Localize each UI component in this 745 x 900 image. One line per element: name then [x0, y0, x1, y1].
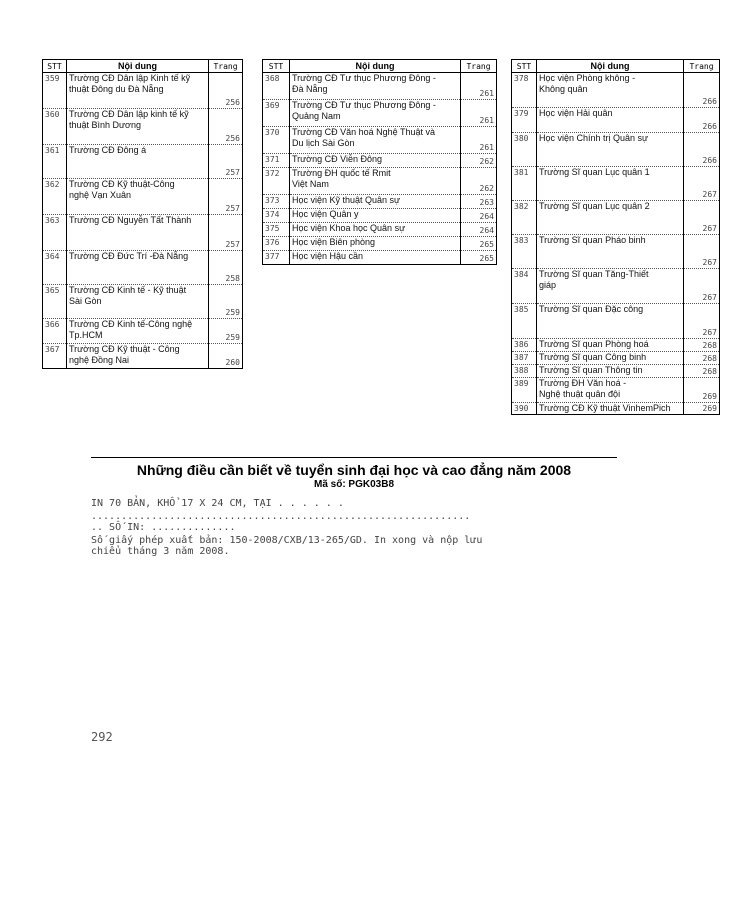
row-page: 269: [684, 403, 720, 415]
row-page: 268: [684, 339, 720, 352]
row-number: 381: [512, 167, 537, 201]
row-title: Trường CĐ Kỹ thuật - Công nghệ Đồng Nai: [67, 344, 209, 369]
row-page: 259: [209, 319, 243, 344]
row-number: 365: [43, 285, 67, 319]
row-number: 384: [512, 269, 537, 304]
row-title: Trường CĐ Đông á: [67, 145, 209, 179]
row-number: 362: [43, 179, 67, 215]
row-page: 261: [461, 127, 497, 154]
imprint-line-3: .. SỐ IN: ..............: [91, 522, 236, 533]
row-page: 257: [209, 145, 243, 179]
row-number: 383: [512, 235, 537, 269]
row-page: 257: [209, 179, 243, 215]
row-page: 267: [684, 269, 720, 304]
row-page: 262: [461, 154, 497, 168]
row-title: Trường CĐ Viễn Đông: [290, 154, 461, 168]
row-page: 268: [684, 365, 720, 378]
row-title: Trường CĐ Kinh tế - Kỹ thuật Sài Gòn: [67, 285, 209, 319]
row-number: 387: [512, 352, 537, 365]
row-number: 386: [512, 339, 537, 352]
table-row: [263, 223, 497, 237]
toc-table-2: [262, 59, 497, 265]
header-stt: STT: [512, 60, 537, 73]
row-page: 266: [684, 73, 720, 108]
row-number: 373: [263, 195, 290, 209]
row-title: Học viện Biên phòng: [290, 237, 461, 251]
table-row: [43, 344, 243, 369]
row-number: 366: [43, 319, 67, 344]
header-stt: STT: [43, 60, 67, 73]
header-content: Nội dung: [537, 60, 684, 73]
header-page: Trang: [684, 60, 720, 73]
row-number: 388: [512, 365, 537, 378]
row-title: Trường Sĩ quan Lục quân 2: [537, 201, 684, 235]
row-number: 369: [263, 100, 290, 127]
header-content: Nội dung: [290, 60, 461, 73]
table-row: [263, 168, 497, 195]
row-title: Trường CĐ Đức Trí -Đà Nẵng: [67, 251, 209, 285]
row-page: 265: [461, 251, 497, 265]
header-content: Nội dung: [67, 60, 209, 73]
table-row: [512, 352, 720, 365]
row-title: Học viện Chính trị Quân sự: [537, 133, 684, 167]
table-row: [43, 73, 243, 109]
imprint-line-5: chiểu tháng 3 năm 2008.: [91, 546, 230, 557]
table-row: [512, 403, 720, 415]
row-title: Học viện Phòng không - Không quân: [537, 73, 684, 108]
table-row: [512, 235, 720, 269]
row-number: 385: [512, 304, 537, 339]
row-number: 377: [263, 251, 290, 265]
row-title: Học viện Quân y: [290, 209, 461, 223]
row-page: 259: [209, 285, 243, 319]
row-page: 263: [461, 195, 497, 209]
table-row: [512, 378, 720, 403]
row-page: 264: [461, 223, 497, 237]
table-row: [263, 251, 497, 265]
row-page: 262: [461, 168, 497, 195]
row-title: Trường CĐ Dân lập kinh tế kỹ thuật Bình Dương: [67, 109, 209, 145]
row-page: 264: [461, 209, 497, 223]
row-title: Trường Sĩ quan Đặc công: [537, 304, 684, 339]
header-stt: STT: [263, 60, 290, 73]
row-title: Trường CĐ Văn hoá Nghệ Thuật và Du lịch Sài Gòn: [290, 127, 461, 154]
row-number: 370: [263, 127, 290, 154]
row-title: Trường CĐ Kỹ thuật VinhemPich: [537, 403, 684, 415]
book-title: Những điều cần biết về tuyển sinh đại học và cao đẳng năm 2008: [136, 462, 572, 478]
imprint-line-4: Số giấy phép xuất bản: 150-2008/CXB/13-265/GD. In xong và nộp lưu: [91, 535, 483, 546]
row-title: Trường Sĩ quan Công binh: [537, 352, 684, 365]
row-title: Trường Sĩ quan Tăng-Thiết giáp: [537, 269, 684, 304]
row-page: 267: [684, 201, 720, 235]
table-row: [43, 251, 243, 285]
row-page: 258: [209, 251, 243, 285]
row-number: 374: [263, 209, 290, 223]
row-number: 390: [512, 403, 537, 415]
row-page: 256: [209, 73, 243, 109]
row-page: 266: [684, 133, 720, 167]
row-title: Học viện Hậu cần: [290, 251, 461, 265]
row-number: 368: [263, 73, 290, 100]
row-title: Trường Sĩ quan Phòng hoá: [537, 339, 684, 352]
row-title: Trường Sĩ quan Lục quân 1: [537, 167, 684, 201]
row-number: 360: [43, 109, 67, 145]
table-row: [512, 167, 720, 201]
table-row: [512, 201, 720, 235]
row-number: 371: [263, 154, 290, 168]
toc-table-3: [511, 59, 720, 415]
row-number: 376: [263, 237, 290, 251]
divider-rule: [91, 457, 617, 458]
table-row: [263, 237, 497, 251]
row-number: 372: [263, 168, 290, 195]
row-page: 261: [461, 100, 497, 127]
row-title: Trường CĐ Kỹ thuật-Công nghệ Vạn Xuân: [67, 179, 209, 215]
row-number: 361: [43, 145, 67, 179]
table-row: [512, 304, 720, 339]
row-number: 359: [43, 73, 67, 109]
table-row: [512, 73, 720, 108]
row-title: Trường ĐH quốc tế Rmit Việt Nam: [290, 168, 461, 195]
row-title: Trường CĐ Dân lập Kinh tế kỹ thuật Đông du Đà Nẵng: [67, 73, 209, 109]
row-number: 389: [512, 378, 537, 403]
row-number: 379: [512, 108, 537, 133]
table-row: [512, 269, 720, 304]
row-page: 267: [684, 235, 720, 269]
table-row: [512, 339, 720, 352]
table-row: [43, 285, 243, 319]
row-page: 260: [209, 344, 243, 369]
toc-table-1: [42, 59, 243, 369]
imprint-line-2: ...............................................................: [91, 511, 471, 522]
row-title: Trường CĐ Kinh tế-Công nghệ Tp.HCM: [67, 319, 209, 344]
imprint-line-1: IN 70 BẢN, KHỔ 17 X 24 CM, TẠI . . . . . .: [91, 498, 344, 509]
row-title: Trường CĐ Tư thục Phương Đông - Quảng Nam: [290, 100, 461, 127]
row-title: Học viện Hải quân: [537, 108, 684, 133]
table-row: [512, 108, 720, 133]
row-page: 267: [684, 304, 720, 339]
row-number: 375: [263, 223, 290, 237]
row-page: 266: [684, 108, 720, 133]
row-title: Trường Sĩ quan Pháo binh: [537, 235, 684, 269]
row-number: 382: [512, 201, 537, 235]
row-number: 378: [512, 73, 537, 108]
row-page: 268: [684, 352, 720, 365]
row-page: 257: [209, 215, 243, 251]
row-number: 363: [43, 215, 67, 251]
row-page: 265: [461, 237, 497, 251]
row-number: 380: [512, 133, 537, 167]
table-row: [43, 109, 243, 145]
row-title: Trường CĐ Nguyễn Tất Thành: [67, 215, 209, 251]
row-title: Trường Sĩ quan Thông tin: [537, 365, 684, 378]
table-row: [512, 133, 720, 167]
table-row: [43, 319, 243, 344]
table-row: [263, 195, 497, 209]
table-row: [263, 127, 497, 154]
table-row: [43, 215, 243, 251]
row-title: Trường ĐH Văn hoá - Nghệ thuật quân đội: [537, 378, 684, 403]
header-page: Trang: [461, 60, 497, 73]
table-row: [43, 179, 243, 215]
header-page: Trang: [209, 60, 243, 73]
table-row: [263, 100, 497, 127]
book-code: Mã số: PGK03B8: [313, 479, 395, 490]
row-number: 364: [43, 251, 67, 285]
row-number: 367: [43, 344, 67, 369]
row-title: Học viện Kỹ thuật Quân sự: [290, 195, 461, 209]
table-row: [263, 73, 497, 100]
row-page: 256: [209, 109, 243, 145]
row-title: Trường CĐ Tư thục Phương Đông - Đà Nẵng: [290, 73, 461, 100]
row-page: 267: [684, 167, 720, 201]
row-title: Học viện Khoa học Quân sự: [290, 223, 461, 237]
table-row: [263, 154, 497, 168]
row-page: 261: [461, 73, 497, 100]
page-number: 292: [91, 730, 113, 744]
table-row: [43, 145, 243, 179]
table-row: [512, 365, 720, 378]
row-page: 269: [684, 378, 720, 403]
table-row: [263, 209, 497, 223]
